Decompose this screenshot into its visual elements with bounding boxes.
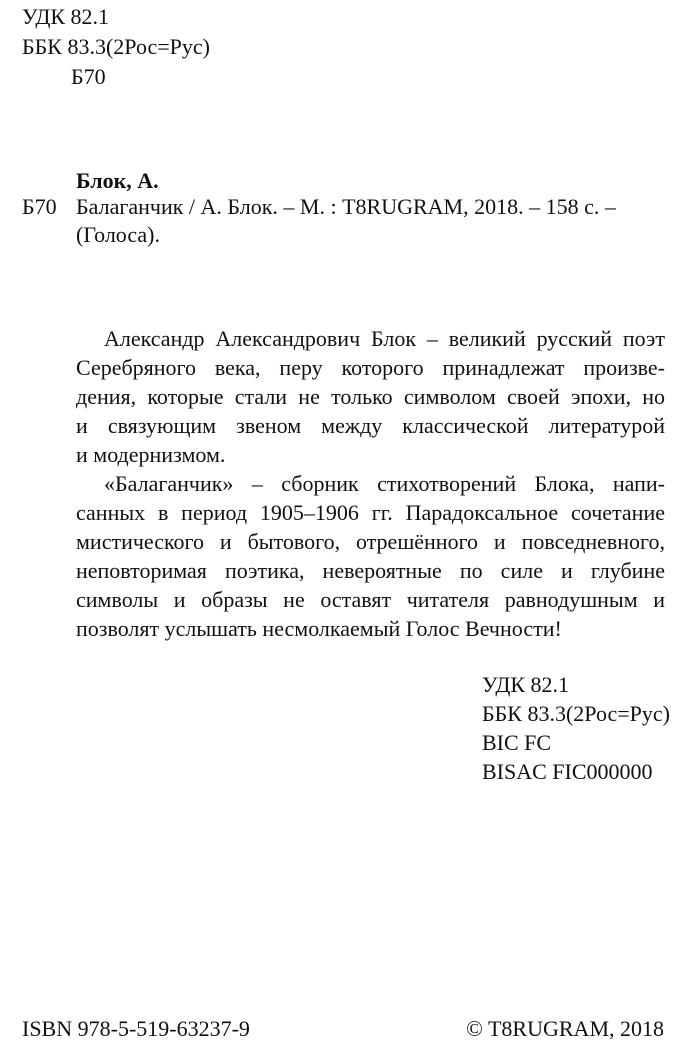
classification-bisac: BISAC FIC000000 <box>482 759 653 784</box>
annotation-line: мистического и бытового, отрешённого и повседневного, <box>76 529 665 554</box>
annotation-line: позволят услышать несмолкаемый Голос Вечности! <box>76 616 562 641</box>
annotation-line: Александр Александрович Блок – великий русский поэт <box>104 326 665 351</box>
top-udk: УДК 82.1 <box>22 4 110 29</box>
annotation-paragraph-2 <box>76 469 665 643</box>
annotation-line: неповторимая поэтика, невероятные по силе и глубине <box>76 558 665 583</box>
author-heading: Блок, А. <box>76 168 159 193</box>
annotation-line: санных в период 1905–1906 гг. Парадоксальное сочетание <box>76 500 665 525</box>
annotation-line: символы и образы не оставят читателя равнодушным и <box>76 587 665 612</box>
annotation-line: дения, которые стали не только символом своей эпохи, но <box>76 384 665 409</box>
classification-block <box>482 670 670 786</box>
bibliographic-description-line-1: Балаганчик / А. Блок. – М. : T8RUGRAM, 2018. – 158 с. – <box>76 194 616 219</box>
annotation-line: и связующим звеном между классической литературой <box>76 413 665 438</box>
top-author-code: Б70 <box>71 64 106 89</box>
classification-bbk: ББК 83.3(2Рос=Рус) <box>482 701 670 726</box>
annotation-paragraph-1 <box>76 324 665 469</box>
annotation-line: и модернизмом. <box>76 442 226 467</box>
top-bbk: ББК 83.3(2Рос=Рус) <box>22 34 210 59</box>
classification-bic: BIC FC <box>482 730 552 755</box>
copyright: © T8RUGRAM, 2018 <box>466 1016 664 1041</box>
annotation-line: «Балаганчик» – сборник стихотворений Блока, напи- <box>104 471 665 496</box>
entry-author-code: Б70 <box>22 194 57 219</box>
classification-udk: УДК 82.1 <box>482 672 570 697</box>
annotation-line: Серебряного века, перу которого принадлежат произве- <box>76 355 665 380</box>
isbn: ISBN 978-5-519-63237-9 <box>22 1016 250 1041</box>
bibliographic-description-line-2: (Голоса). <box>76 222 160 247</box>
